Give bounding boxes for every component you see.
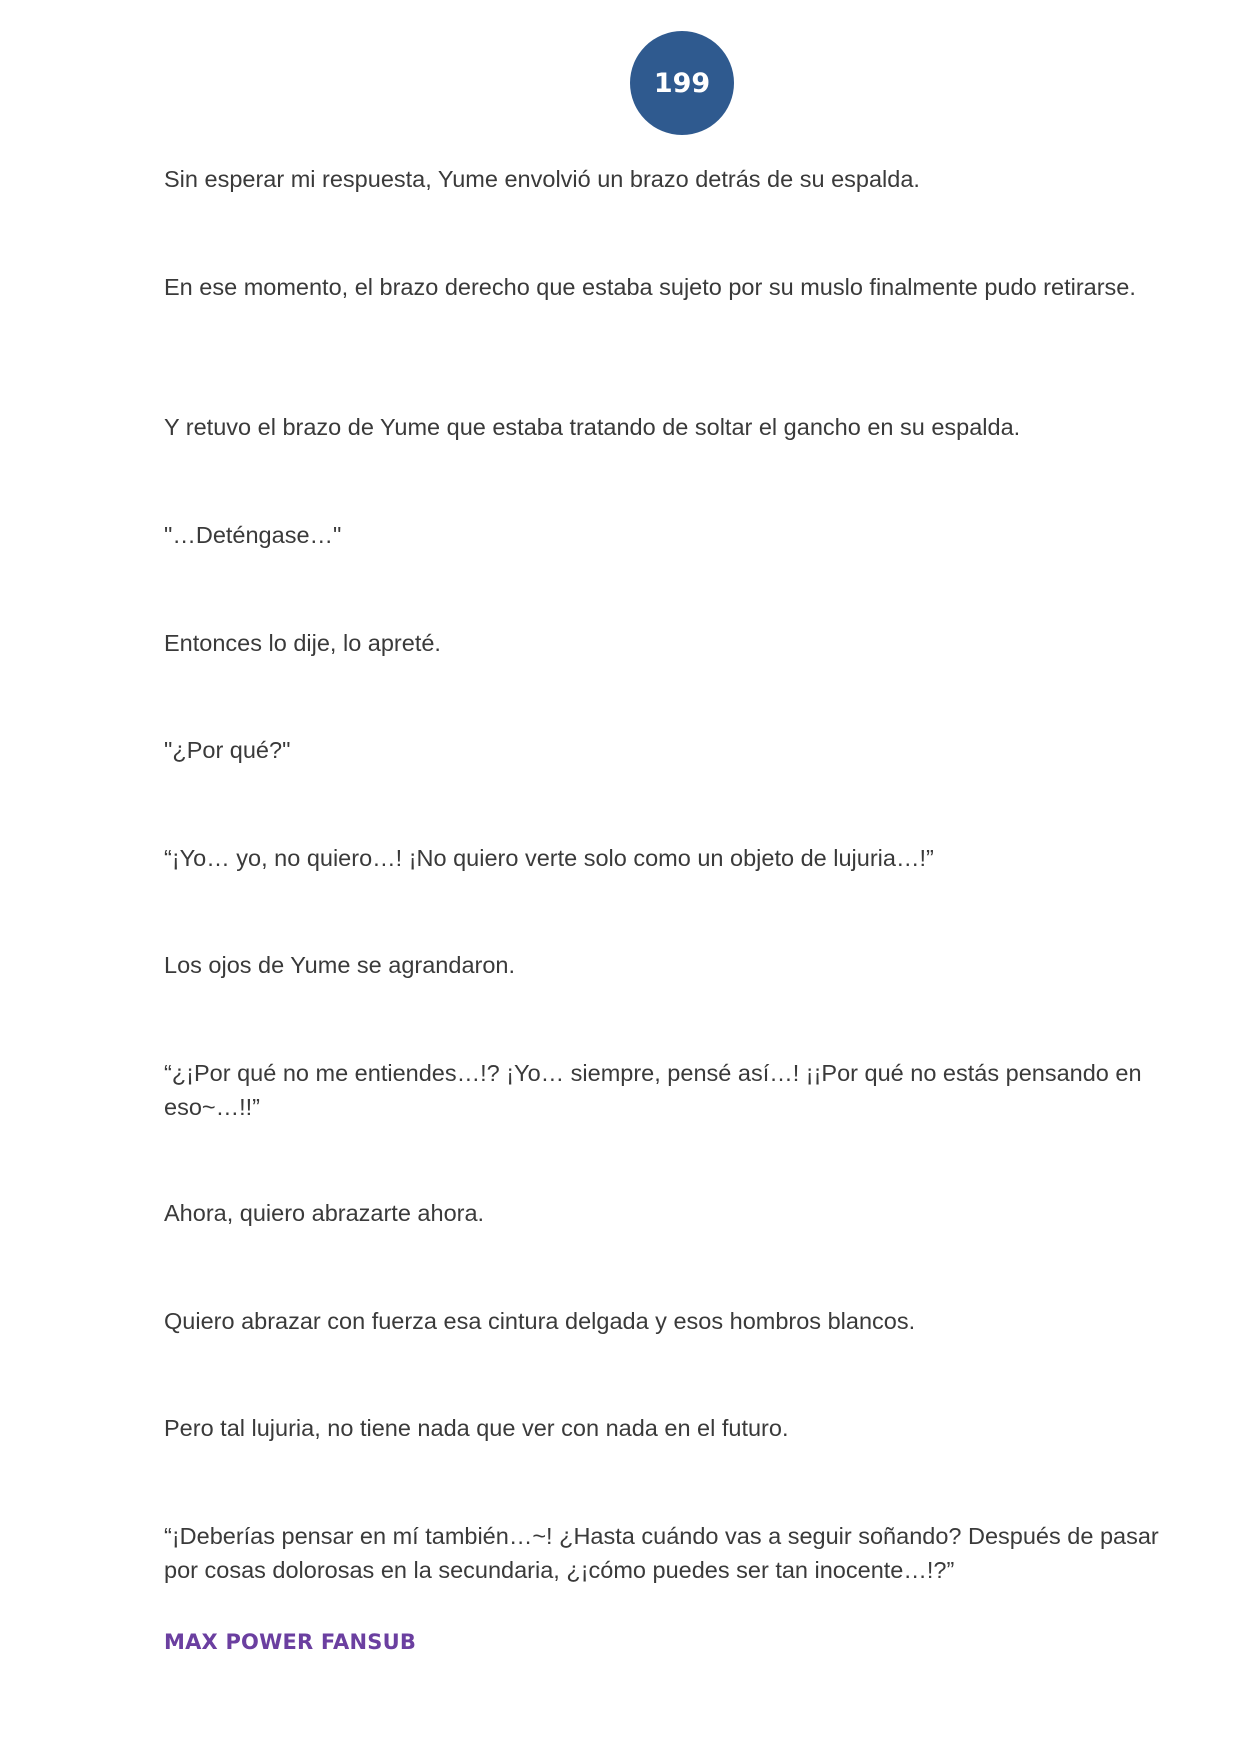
paragraph-2: En ese momento, el brazo derecho que estaba sujeto por su muslo finalmente pudo retirarse. [164, 274, 1136, 300]
paragraph-9: “¿¡Por qué no me entiendes…!? ¡Yo… siempre, pensé así…! ¡¡Por qué no estás pensando en eso~…!!” [164, 1060, 1142, 1120]
paragraph-11: Quiero abrazar con fuerza esa cintura delgada y esos hombros blancos. [164, 1308, 916, 1334]
paragraph-6: "¿Por qué?" [164, 737, 291, 763]
paragraph-4: "…Deténgase…" [164, 522, 342, 548]
paragraph-8: Los ojos de Yume se agrandaron. [164, 952, 516, 978]
paragraph-10: Ahora, quiero abrazarte ahora. [164, 1200, 485, 1226]
page-number-badge: 199 [630, 31, 734, 135]
paragraph-7: “¡Yo… yo, no quiero…! ¡No quiero verte solo como un objeto de lujuria…!” [164, 845, 934, 871]
paragraph-13: “¡Deberías pensar en mí también…~! ¿Hasta cuándo vas a seguir soñando? Después de pasar por cosas dolorosas en la secundaria, ¿¡cómo puedes ser tan inocente…!?” [164, 1523, 1159, 1583]
fansub-credit: MAX POWER FANSUB [164, 1630, 417, 1654]
paragraph-1: Sin esperar mi respuesta, Yume envolvió un brazo detrás de su espalda. [164, 166, 920, 192]
paragraph-12: Pero tal lujuria, no tiene nada que ver con nada en el futuro. [164, 1415, 789, 1441]
paragraph-5: Entonces lo dije, lo apreté. [164, 630, 441, 656]
paragraph-3: Y retuvo el brazo de Yume que estaba tratando de soltar el gancho en su espalda. [164, 414, 1021, 440]
